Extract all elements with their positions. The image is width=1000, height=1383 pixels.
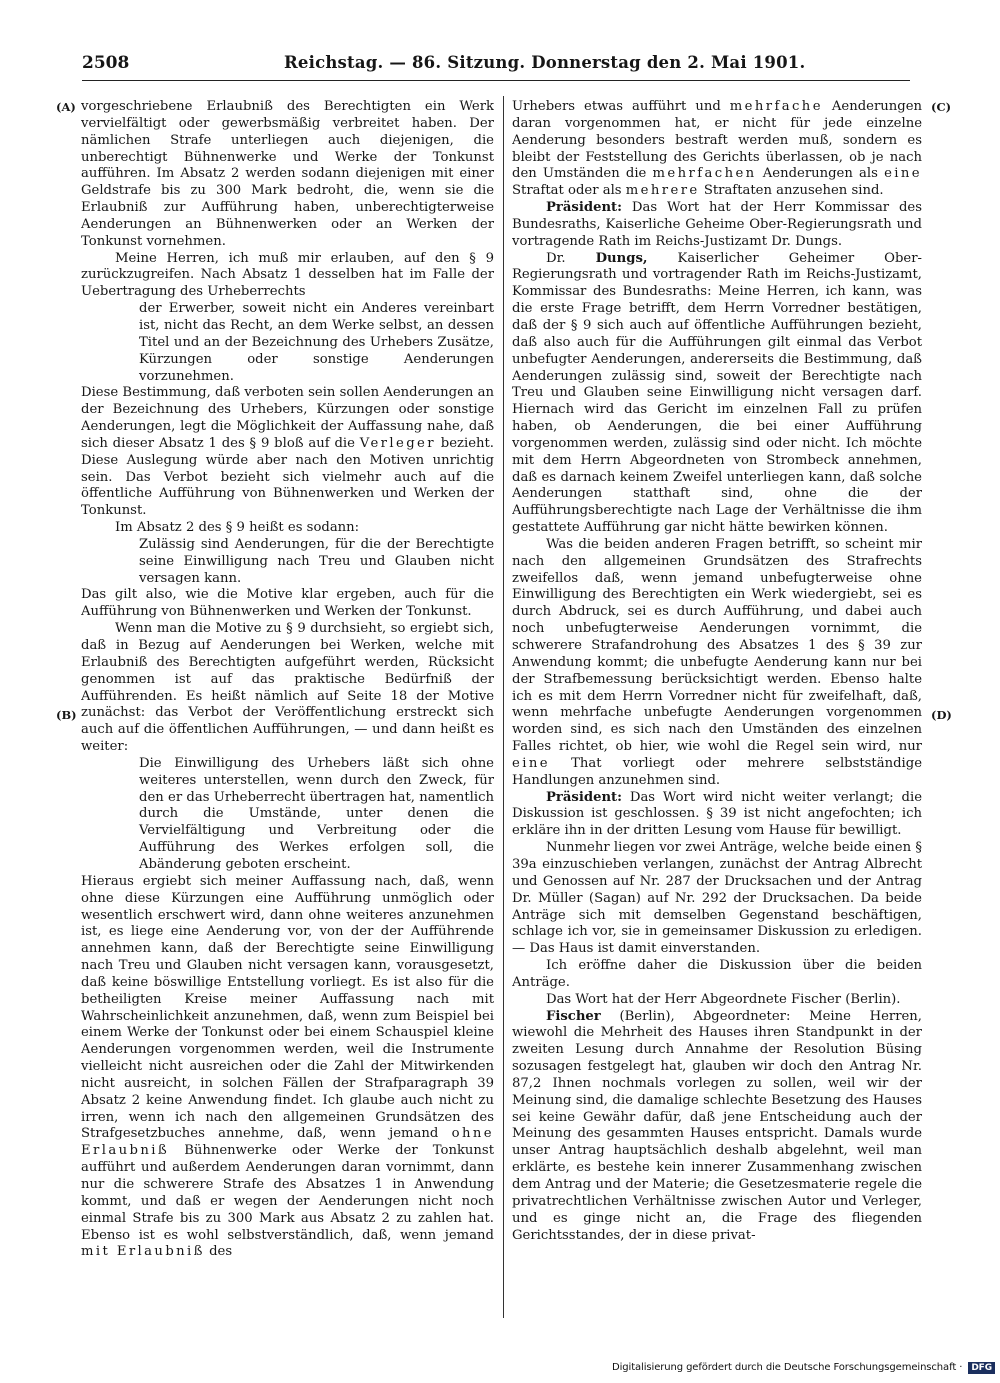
- margin-mark-d: (D): [931, 708, 952, 722]
- left-column: [81, 99, 494, 1261]
- emphasis: ohne Erlaubniß: [81, 1126, 494, 1159]
- paragraph: Diese Bestimmung, daß verboten sein sollen Aenderungen an der Bezeichnung des Urhebers, Kürzungen oder sonstige Aenderungen, legt die Möglichkeit der Auffassung nahe, daß sich dieser Absatz 1 des § 9 bloß auf die Verleger bezieht. Diese Auslegung würde aber nach den Motiven unrichtig sein. Das Verbot bezieht sich vielmehr auch auf die öffentliche Aufführung von Bühnenwerken und Werken der Tonkunst.: [81, 385, 494, 519]
- paragraph: Präsident: Das Wort wird nicht weiter verlangt; die Diskussion ist geschlossen. § 39 ist nicht angefochten; ich erkläre ihn in der dritten Lesung vom Hause für bewilligt.: [512, 789, 922, 839]
- paragraph: Urhebers etwas aufführt und mehrfache Aenderungen daran vorgenommen hat, er nicht für jede einzelne Aenderung besonders bestraft werden muß, sondern es bleibt der Feststellung des Gerichts überlassen, ob je nach den Umständen die mehrfachen Aenderungen als eine Straftat oder als mehrere Straftaten anzusehen sind.: [512, 99, 922, 199]
- emphasis: mehrfache: [729, 99, 823, 114]
- emphasis: mit Erlaubniß: [81, 1244, 205, 1260]
- footer-text: Digitalisierung gefördert durch die Deutsche Forschungsgemeinschaft ·: [612, 1362, 963, 1373]
- dfg-logo: DFG: [968, 1362, 995, 1374]
- emphasis: Verleger: [359, 435, 436, 451]
- paragraph: Fischer (Berlin), Abgeordneter: Meine Herren, wiewohl die Mehrheit des Hauses ihren Standpunkt in der zweiten Lesung durch Annahme der Resolution Büsing sozusagen festgelegt hat, glauben wir doch den Antrag Nr. 87,2 Ihnen nochmals vorlegen zu sollen, weil wir der Meinung sind, die damalige schlechte Besetzung des Hauses sei keine Gewähr dafür, daß jene Entscheidung auch der Meinung des gesammten Hauses entspricht. Damals wurde unser Antrag hauptsächlich deshalb abgelehnt, weil man erklärte, es bestehe kein innerer Zusammenhang zwischen dem Antrag und der Materie; die Gesetzesmaterie regele die privatrechtlichen Verhältnisse zwischen Autor und Verleger, und es ginge nicht an, die Frage des fliegenden Gerichtsstandes, der in diese privat-: [512, 1008, 922, 1243]
- quotation: Zulässig sind Aenderungen, für die der Berechtigte seine Einwilligung nach Treu und Glauben nicht versagen kann.: [139, 536, 494, 586]
- paragraph: Ich eröffne daher die Diskussion über die beiden Anträge.: [512, 958, 922, 990]
- paragraph: Das gilt also, wie die Motive klar ergeben, auch für die Aufführung von Bühnenwerken und Werken der Tonkunst.: [81, 587, 494, 620]
- margin-mark-a: (A): [56, 100, 76, 114]
- emphasis: eine: [512, 755, 550, 771]
- page-number: 2508: [82, 53, 130, 73]
- quotation: der Erwerber, soweit nicht ein Anderes vereinbart ist, nicht das Recht, an dem Werke selbst, an dessen Titel und an der Bezeichnung des Urhebers Zusätze, Kürzungen oder sonstige Aenderungen vorzunehmen.: [139, 301, 494, 384]
- speaker-name: Präsident:: [546, 789, 623, 805]
- paragraph: Präsident: Das Wort hat der Herr Kommissar des Bundesraths, Kaiserliche Geheime Ober-Regierungsrath und vortragende Rath im Reichs-Justizamt Dr. Dungs.: [512, 200, 922, 249]
- paragraph: Hieraus ergiebt sich meiner Auffassung nach, daß, wenn ohne diese Kürzungen eine Aufführung unmöglich oder wesentlich erschwert wird, dann ohne weiteres anzunehmen ist, es liege eine Aenderung vor, von der der Aufführende annehmen kann, daß der Berechtigte seine Einwilligung nach Treu und Glauben nicht versagen kann, vorausgesetzt, daß keine böswillige Entstellung vorliegt. Es ist also für die betheiligten Kreise meiner Auffassung nach mit Wahrscheinlichkeit anzunehmen, daß, wenn zum Beispiel bei einem Werke der Tonkunst oder bei einem Schauspiel kleine Aenderungen vorgenommen werden, weil die Instrumente vielleicht nicht ausreichen oder die Zahl der Mitwirkenden nicht ausreicht, in solchen Fällen der Strafparagraph 39 Absatz 2 keine Anwendung findet. Ich glaube auch nicht zu irren, wenn ich nach den allgemeinen Grundsätzen des Strafgesetzbuches annehme, daß, wenn jemand ohne Erlaubniß Bühnenwerke oder Werke der Tonkunst aufführt und außerdem Aenderungen daran vornimmt, dann nur die schwerere Strafe des Absatzes 1 in Anwendung kommt, und daß er wegen der Aenderungen nicht noch einmal Strafe bis zu 300 Mark aus Absatz 2 zu zahlen hat. Ebenso ist es wohl selbstverständlich, daß, wenn jemand mit Erlaubniß des: [81, 873, 494, 1260]
- paragraph: Nunmehr liegen vor zwei Anträge, welche beide einen § 39a einzuschieben verlangen, zunächst der Antrag Albrecht und Genossen auf Nr. 287 der Drucksachen und der Antrag Dr. Müller (Sagan) auf Nr. 292 der Drucksachen. Da beide Anträge sich mit demselben Gegenstand beschäftigen, schlage ich vor, sie in gemeinsamer Diskussion zu erledigen. — Das Haus ist damit einverstanden.: [512, 840, 922, 957]
- paragraph: Dr. Dungs, Kaiserlicher Geheimer Ober-Regierungsrath und vortragender Rath im Reichs-Justizamt, Kommissar des Bundesraths: Meine Herren, ich kann, was die erste Frage betrifft, dem Herrn Vorredner bestätigen, daß der § 9 sich auch auf öffentliche Aufführungen bezieht, daß also auch für die Aufführungen gilt einmal das Verbot unbefugter Aenderungen, andererseits die Bestimmung, daß Aenderungen zulässig sind, soweit der Berechtigte nach Treu und Glauben seine Einwilligung nicht versagen darf. Hiernach wird das Gericht im einzelnen Fall zu prüfen haben, ob Aenderungen, die bei einer Aufführung vorgenommen werden, zulässig sind oder nicht. Ich möchte mit dem Herrn Abgeordneten von Strombeck annehmen, daß es darnach keinem Zweifel unterliegen kann, daß solche Aenderungen statthaft sind, ohne die der Aufführungsberechtigte nach Lage der Verhältnisse die ihm gestattete Aufführung gar nicht hätte bewirken können.: [512, 250, 922, 536]
- paragraph: Das Wort hat der Herr Abgeordnete Fischer (Berlin).: [546, 991, 901, 1007]
- page-header: [82, 53, 910, 77]
- emphasis: eine: [884, 166, 922, 182]
- speaker-name: Dungs,: [595, 250, 648, 266]
- running-title: Reichstag. — 86. Sitzung. Donnerstag den 2. Mai 1901.: [284, 53, 806, 72]
- right-column: [512, 99, 922, 1244]
- paragraph: Was die beiden anderen Fragen betrifft, so scheint mir nach den allgemeinen Grundsätzen des Strafrechts zweifellos daß, wenn jemand unbefugterweise ohne Einwilligung des Berechtigten ein Werk wiedergiebt, sei es durch Abdruck, sei es durch Aufführung, und dabei auch noch unbefugterweise Aenderungen vornimmt, die schwerere Strafandrohung des Absatzes 1 des § 39 zur Anwendung kommt; die unbefugte Aenderung kann nur bei der Strafbemessung berücksichtigt werden. Ebenso halte ich es mit dem Herrn Vorredner nicht für zweifelhaft, daß, wenn mehrfache unbefugte Aenderungen vorgenommen worden sind, es sich nach den Umständen des einzelnen Falles richtet, ob hier, wie wohl die Regel sein wird, nur eine That vorliegt oder mehrere selbstständige Handlungen anzunehmen sind.: [512, 536, 922, 788]
- paragraph: Wenn man die Motive zu § 9 durchsieht, so ergiebt sich, daß in Bezug auf Aenderungen bei Werken, welche mit Erlaubniß des Berechtigten aufgeführt werden, Rücksicht genommen ist auf das praktische Bedürfniß der Aufführenden. Es heißt nämlich auf Seite 18 der Motive zunächst: das Verbot der Veröffentlichung erstreckt sich auch auf die öffentlichen Aufführungen, — und dann heißt es weiter:: [81, 621, 494, 755]
- paragraph: vorgeschriebene Erlaubniß des Berechtigten ein Werk vervielfältigt oder gewerbsmäßig verbreitet haben. Der nämlichen Strafe unterliegen auch diejenigen, die unberechtigt Bühnenwerke und Werke der Tonkunst aufführen. Im Absatz 2 werden sodann diejenigen mit einer Geldstrafe bis zu 300 Mark bedroht, die, wenn sie die Erlaubniß zur Aufführung haben, unberechtigterweise Aenderungen an Bühnenwerken oder an Werken der Tonkunst vornehmen.: [81, 99, 494, 249]
- margin-mark-b: (B): [56, 708, 77, 722]
- emphasis: mehrere: [625, 183, 700, 199]
- digitization-credit: [612, 1362, 995, 1374]
- quotation: Die Einwilligung des Urhebers läßt sich ohne weiteres unterstellen, wenn durch den Zweck, für den er das Urheberrecht übertragen hat, namentlich durch die Umstände, unter denen die Vervielfältigung und Verbreitung oder die Aufführung des Werkes erfolgen soll, die Abänderung geboten erscheint.: [139, 755, 494, 872]
- speaker-name: Fischer: [546, 1008, 601, 1024]
- column-divider: [503, 96, 504, 1318]
- margin-mark-c: (C): [931, 100, 952, 114]
- header-rule: [82, 80, 910, 81]
- emphasis: mehrfachen: [652, 166, 757, 182]
- speaker-name: Präsident:: [546, 200, 623, 216]
- paragraph: Meine Herren, ich muß mir erlauben, auf den § 9 zurückzugreifen. Nach Absatz 1 desselben hat im Falle der Uebertragung des Urheberrechts: [81, 250, 494, 300]
- paragraph: Im Absatz 2 des § 9 heißt es sodann:: [115, 520, 360, 536]
